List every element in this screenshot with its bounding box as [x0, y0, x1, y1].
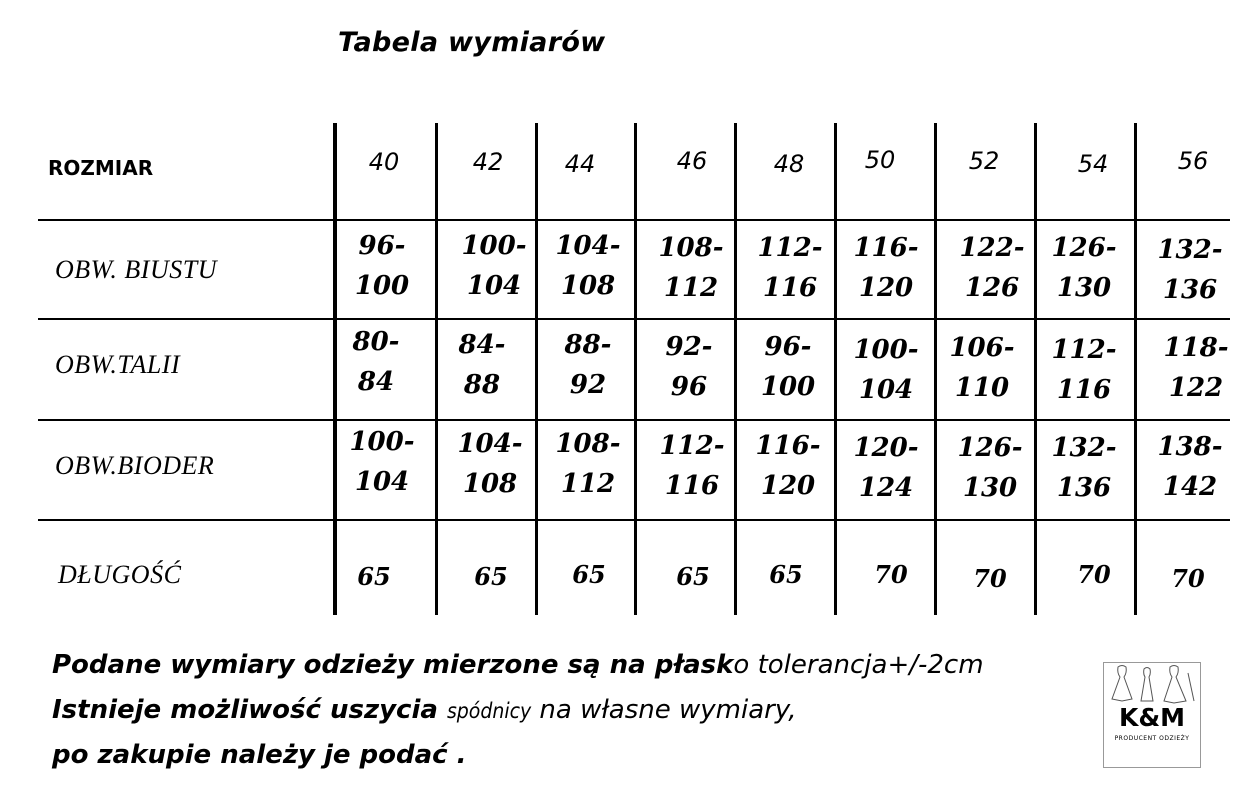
size-header: 50	[864, 146, 896, 174]
table-cell: 88- 92	[564, 330, 612, 400]
table-cell: 70	[1171, 564, 1205, 593]
table-cell: 65	[676, 562, 710, 591]
table-cell: 65	[572, 560, 606, 589]
table-cell: 104- 108	[555, 231, 621, 301]
rozmiar-header: ROZMIAR	[48, 156, 154, 180]
table-cell: 112- 116	[659, 431, 725, 501]
table-cell: 120- 124	[853, 433, 919, 503]
size-header: 54	[1077, 150, 1109, 178]
table-cell: 70	[1077, 560, 1111, 589]
table-cell: 65	[769, 560, 803, 589]
size-header: 42	[472, 148, 504, 176]
size-header: 56	[1177, 147, 1209, 175]
table-cell: 108- 112	[658, 233, 724, 303]
table-cell: 70	[874, 560, 908, 589]
row-label-hips: OBW.BIODER	[55, 451, 215, 480]
table-cell: 132- 136	[1051, 433, 1117, 503]
table-cell: 132- 136	[1157, 235, 1223, 305]
logo-brand: K&M	[1118, 703, 1186, 732]
table-vline	[1134, 123, 1137, 615]
brand-logo	[1103, 662, 1201, 768]
size-header: 46	[676, 147, 708, 175]
table-cell: 80- 84	[352, 327, 400, 397]
table-cell: 122- 126	[959, 233, 1025, 303]
table-cell: 106- 110	[949, 333, 1015, 403]
table-cell: 112- 116	[1051, 335, 1117, 405]
note-line-1-bold: Podane wymiary odzieży mierzone są na płask	[52, 650, 734, 680]
page-title: Tabela wymiarów	[338, 27, 606, 58]
table-cell: 104- 108	[457, 429, 523, 499]
table-cell: 84- 88	[458, 330, 506, 400]
row-label-length: DŁUGOŚĆ	[58, 560, 182, 589]
table-cell: 126- 130	[957, 433, 1023, 503]
table-cell: 96- 100	[354, 231, 410, 301]
row-label-bust: OBW. BIUSTU	[55, 255, 217, 284]
table-cell: 112- 116	[757, 233, 823, 303]
table-cell: 108- 112	[555, 429, 621, 499]
logo-subtitle: PRODUCENT ODZIEŻY	[1114, 735, 1190, 742]
row-label-waist: OBW.TALII	[55, 350, 181, 379]
size-header: 52	[968, 147, 1000, 175]
table-vline	[535, 123, 538, 615]
table-cell: 126- 130	[1051, 233, 1117, 303]
table-cell: 92- 96	[665, 332, 713, 402]
table-cell: 100- 104	[349, 427, 415, 497]
note-line-2-garment: spódnicy	[446, 699, 532, 723]
table-cell: 65	[474, 562, 508, 591]
table-cell: 100- 104	[461, 231, 527, 301]
size-header: 44	[564, 150, 596, 178]
note-line-3: po zakupie należy je podać .	[52, 740, 467, 770]
table-cell: 65	[357, 562, 391, 591]
note-line-1-tolerance: o tolerancja+/-2cm	[733, 650, 984, 680]
table-cell: 116- 120	[755, 431, 821, 501]
table-cell: 116- 120	[853, 233, 919, 303]
note-line-2	[52, 695, 797, 725]
size-header: 40	[368, 148, 400, 176]
table-cell: 100- 104	[853, 335, 919, 405]
note-line-2-start: Istnieje możliwość uszycia	[52, 695, 447, 725]
table-cell: 118- 122	[1163, 333, 1229, 403]
table-cell: 70	[973, 564, 1007, 593]
size-header: 48	[773, 150, 805, 178]
note-line-2-end: na własne wymiary,	[531, 695, 797, 725]
table-cell: 96- 100	[760, 332, 816, 402]
table-cell: 138- 142	[1157, 432, 1223, 502]
note-line-1	[52, 650, 984, 680]
